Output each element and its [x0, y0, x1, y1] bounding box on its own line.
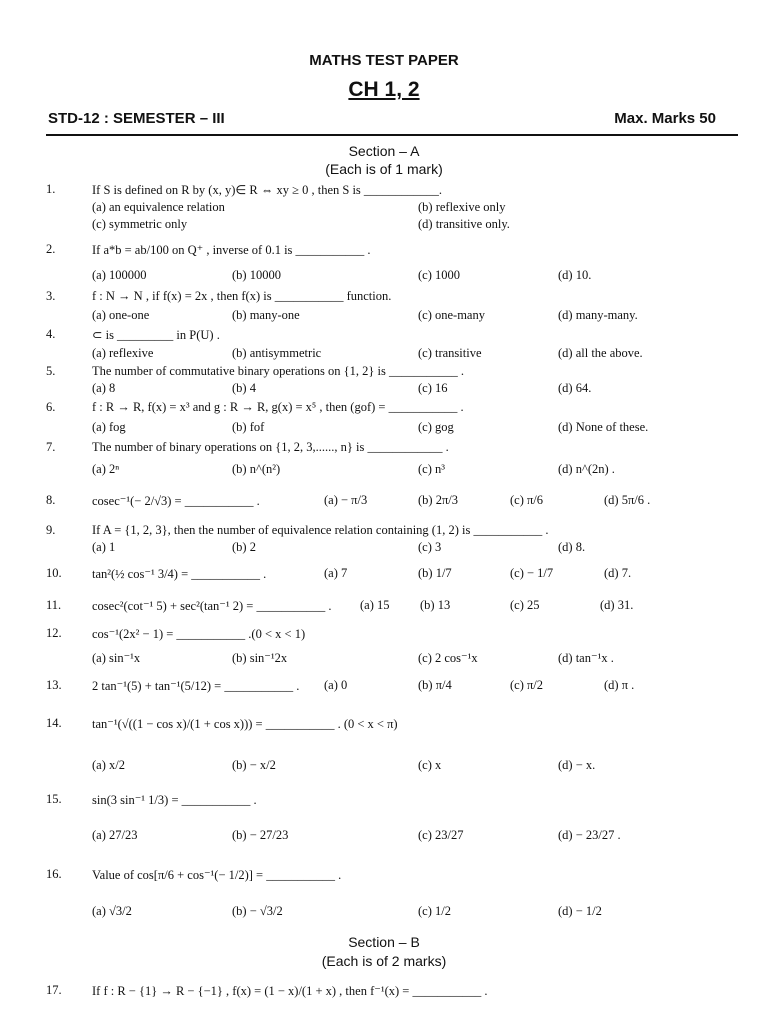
option-c: (c) π/6: [510, 493, 544, 507]
section-b-title: Section – B: [348, 934, 420, 950]
question-stem: If a*b = ab/100 on Q⁺ , inverse of 0.1 is ___________ .: [92, 243, 371, 257]
option-b: (b) 13: [420, 598, 451, 612]
option-d: (d) transitive only.: [418, 217, 510, 231]
option-d: (d) 10.: [558, 268, 592, 282]
option-b: (b) n^(n²): [232, 462, 281, 476]
option-d: (d) tan⁻¹x .: [558, 651, 614, 665]
question-number: 6.: [46, 400, 56, 414]
question-stem: tan⁻¹(√((1 − cos x)/(1 + cos x))) = ___________ . (0 < x < π): [92, 717, 398, 731]
option-a: (a) 8: [92, 381, 116, 395]
question-stem: f : N → N , if f(x) = 2x , then f(x) is ___________ function.: [92, 289, 392, 303]
option-c: (c) 1000: [418, 268, 460, 282]
option-b: (b) 4: [232, 381, 256, 395]
question-number: 8.: [46, 493, 56, 507]
option-b: (b) 2: [232, 540, 256, 554]
option-a: (a) 100000: [92, 268, 147, 282]
option-a: (a) √3/2: [92, 904, 132, 918]
question-stem: If f : R − {1} → R − {−1} , f(x) = (1 − x)/(1 + x) , then f⁻¹(x) = ___________ .: [92, 984, 488, 998]
option-b: (b) 1/7: [418, 566, 452, 580]
max-marks: Max. Marks 50: [614, 110, 716, 127]
option-a: (a) 27/23: [92, 828, 138, 842]
option-c: (c) 1/2: [418, 904, 451, 918]
section-a-title: Section – A: [348, 143, 420, 159]
question-number: 1.: [46, 182, 56, 196]
option-b: (b) − √3/2: [232, 904, 283, 918]
option-c: (c) transitive: [418, 346, 482, 360]
option-a: (a) 0: [324, 678, 348, 692]
option-c: (c) one-many: [418, 308, 485, 322]
option-c: (c) 23/27: [418, 828, 464, 842]
question-stem: cos⁻¹(2x² − 1) = ___________ .(0 < x < 1): [92, 627, 306, 641]
question-number: 7.: [46, 440, 56, 454]
option-c: (c) 3: [418, 540, 442, 554]
option-b: (b) many-one: [232, 308, 300, 322]
option-a: (a) 1: [92, 540, 116, 554]
option-a: (a) 2ⁿ: [92, 462, 120, 476]
question-number: 11.: [46, 598, 62, 612]
option-b: (b) antisymmetric: [232, 346, 322, 360]
question-stem: Value of cos[π/6 + cos⁻¹(− 1/2)] = ___________ .: [92, 868, 342, 882]
option-a: (a) 15: [360, 598, 390, 612]
option-d: (d) π .: [604, 678, 635, 692]
option-c: (c) 16: [418, 381, 448, 395]
option-d: (d) 5π/6 .: [604, 493, 651, 507]
option-b: (b) − 27/23: [232, 828, 289, 842]
question-number: 14.: [46, 716, 62, 730]
option-d: (d) n^(2n) .: [558, 462, 615, 476]
option-a: (a) fog: [92, 420, 126, 434]
option-b: (b) sin⁻¹2x: [232, 651, 288, 665]
option-d: (d) 64.: [558, 381, 592, 395]
option-c: (c) symmetric only: [92, 217, 188, 231]
option-c: (c) − 1/7: [510, 566, 554, 580]
option-a: (a) reflexive: [92, 346, 154, 360]
option-a: (a) − π/3: [324, 493, 368, 507]
question-stem: cosec⁻¹(− 2/√3) = ___________ .: [92, 494, 260, 508]
option-c: (c) gog: [418, 420, 454, 434]
option-d: (d) all the above.: [558, 346, 643, 360]
option-d: (d) 31.: [600, 598, 634, 612]
paper-title: MATHS TEST PAPER: [309, 52, 459, 69]
question-number: 2.: [46, 242, 56, 256]
question-stem: ⊂ is _________ in P(U) .: [92, 328, 220, 342]
header-divider: [46, 134, 738, 136]
option-c: (c) 2 cos⁻¹x: [418, 651, 478, 665]
option-c: (c) x: [418, 758, 442, 772]
question-number: 12.: [46, 626, 62, 640]
option-d: (d) − 23/27 .: [558, 828, 621, 842]
question-number: 17.: [46, 983, 62, 997]
question-stem: The number of commutative binary operations on {1, 2} is ___________ .: [92, 364, 465, 378]
question-stem: If S is defined on R by (x, y)∈ R ⇔ xy ≥ 0 , then S is ____________.: [92, 183, 443, 197]
option-c: (c) π/2: [510, 678, 544, 692]
option-d: (d) None of these.: [558, 420, 649, 434]
question-number: 13.: [46, 678, 62, 692]
option-a: (a) one-one: [92, 308, 150, 322]
option-a: (a) sin⁻¹x: [92, 651, 141, 665]
option-c: (c) n³: [418, 462, 445, 476]
option-c: (c) 25: [510, 598, 540, 612]
chapter-title: CH 1, 2: [348, 78, 420, 101]
option-b: (b) 10000: [232, 268, 281, 282]
question-stem: The number of binary operations on {1, 2, 3,......, n} is ____________ .: [92, 440, 449, 454]
question-stem: tan²(½ cos⁻¹ 3/4) = ___________ .: [92, 567, 267, 581]
std-label: STD-12 : SEMESTER – III: [48, 110, 225, 127]
option-d: (d) many-many.: [558, 308, 638, 322]
option-d: (d) 8.: [558, 540, 586, 554]
option-b: (b) fof: [232, 420, 265, 434]
option-b: (b) − x/2: [232, 758, 276, 772]
question-number: 3.: [46, 289, 56, 303]
option-d: (d) − x.: [558, 758, 596, 772]
section-a-subtitle: (Each is of 1 mark): [325, 161, 443, 177]
option-a: (a) 7: [324, 566, 348, 580]
question-number: 16.: [46, 867, 62, 881]
question-number: 4.: [46, 327, 56, 341]
question-number: 5.: [46, 364, 56, 378]
option-b: (b) reflexive only: [418, 200, 506, 214]
question-stem: 2 tan⁻¹(5) + tan⁻¹(5/12) = ___________ .: [92, 679, 300, 693]
question-stem: f : R → R, f(x) = x³ and g : R → R, g(x) = x⁵ , then (gof) = ___________ .: [92, 400, 464, 414]
question-stem: cosec²(cot⁻¹ 5) + sec²(tan⁻¹ 2) = ___________ .: [92, 599, 332, 613]
question-number: 10.: [46, 566, 62, 580]
section-b-subtitle: (Each is of 2 marks): [321, 953, 447, 969]
option-b: (b) π/4: [418, 678, 452, 692]
option-a: (a) x/2: [92, 758, 125, 772]
question-number: 15.: [46, 792, 62, 806]
question-number: 9.: [46, 523, 56, 537]
option-a: (a) an equivalence relation: [92, 200, 225, 214]
question-stem: sin(3 sin⁻¹ 1/3) = ___________ .: [92, 793, 257, 807]
option-d: (d) − 1/2: [558, 904, 602, 918]
option-d: (d) 7.: [604, 566, 632, 580]
option-b: (b) 2π/3: [418, 493, 458, 507]
question-stem: If A = {1, 2, 3}, then the number of equivalence relation containing (1, 2) is ___________ .: [92, 523, 549, 537]
